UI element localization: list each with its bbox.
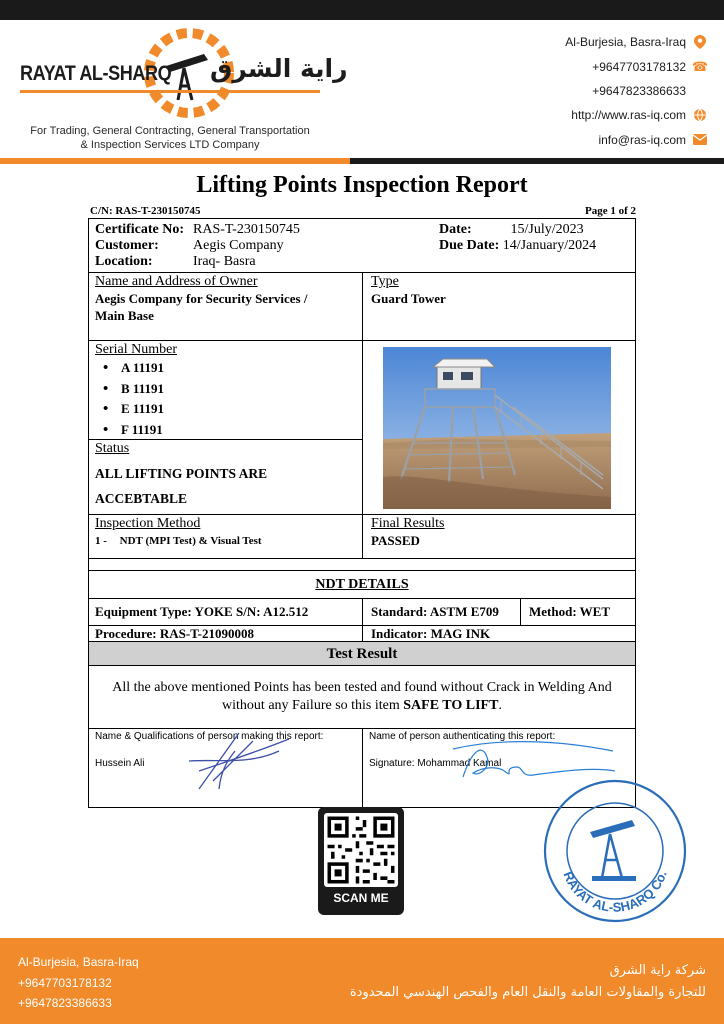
telephone-icon: ☎ bbox=[691, 58, 709, 74]
contact-website[interactable] bbox=[565, 103, 708, 127]
report-table bbox=[88, 218, 636, 808]
company-tagline bbox=[20, 124, 320, 152]
equipment-type: Equipment Type: YOKE S/N: A12.512 bbox=[89, 599, 363, 625]
spacer-row bbox=[89, 559, 635, 571]
footer-contacts bbox=[18, 952, 139, 1014]
contact-list bbox=[565, 30, 708, 152]
serial-block bbox=[89, 341, 362, 439]
owner-label: Name and Address of Owner bbox=[95, 274, 258, 289]
customer-label: Customer: bbox=[95, 238, 159, 253]
serial-status-cell bbox=[89, 341, 363, 514]
company-logo bbox=[20, 26, 348, 116]
contact-phone-2-text[interactable]: +9647823386633 bbox=[592, 83, 686, 98]
owner-value-1: Aegis Company for Security Services / bbox=[95, 291, 308, 306]
svg-text:RAYAT AL-SHARQ Co. bbox=[560, 869, 669, 915]
method: Method: WET bbox=[529, 604, 611, 619]
report-maker-name: Hussein Ali bbox=[95, 758, 145, 769]
maker-signature-icon bbox=[179, 731, 299, 791]
serial-item: • E 11191 bbox=[95, 401, 356, 422]
status-block bbox=[89, 439, 362, 515]
authenticator-label: Name of person authenticating this report: bbox=[369, 731, 556, 742]
page-indicator: Page 1 of 2 bbox=[584, 205, 636, 217]
method-result-row bbox=[89, 515, 635, 559]
test-result-line-1: All the above mentioned Points has been tested and found without Crack in Welding And bbox=[112, 680, 612, 695]
guard-tower-photo bbox=[383, 347, 611, 509]
final-results-value: PASSED bbox=[371, 533, 420, 548]
globe-icon bbox=[692, 108, 708, 122]
method-cell bbox=[89, 515, 363, 558]
final-result-cell bbox=[363, 515, 635, 558]
contact-website-link[interactable]: http://www.ras-iq.com bbox=[571, 108, 686, 123]
test-result-line-2 bbox=[99, 697, 625, 715]
procedure-row bbox=[89, 626, 635, 642]
inspection-method-value: NDT (MPI Test) & Visual Test bbox=[119, 535, 262, 547]
status-label: Status bbox=[95, 441, 130, 456]
serial-list bbox=[95, 360, 356, 442]
header-right bbox=[439, 222, 596, 254]
contact-phone-1[interactable] bbox=[565, 54, 708, 78]
header-left bbox=[95, 222, 300, 270]
header-stripe-dark bbox=[350, 158, 724, 164]
due-date-label: Due Date: bbox=[439, 238, 500, 253]
serial-item: • B 11191 bbox=[95, 381, 356, 402]
logo-underline bbox=[20, 90, 320, 93]
page-footer bbox=[0, 938, 724, 1024]
test-result-heading: Test Result bbox=[89, 642, 635, 666]
type-label: Type bbox=[371, 274, 399, 289]
test-result-line-2a: without any Failure so this item bbox=[222, 698, 404, 713]
report-maker-cell bbox=[89, 729, 363, 807]
footer-address: Al-Burjesia, Basra-Iraq bbox=[18, 955, 139, 969]
type-cell bbox=[363, 273, 635, 340]
contact-email-link[interactable]: info@ras-iq.com bbox=[598, 132, 686, 147]
footer-phone-1[interactable]: +9647703178132 bbox=[18, 975, 112, 990]
footer-phone-2[interactable]: +9647823386633 bbox=[18, 996, 112, 1010]
report-header-info bbox=[89, 219, 635, 273]
control-number: C/N: RAS-T-230150745 bbox=[90, 205, 201, 217]
inspection-method-label: Inspection Method bbox=[95, 516, 201, 531]
qr-code-badge[interactable] bbox=[318, 807, 404, 915]
location-label: Location: bbox=[95, 254, 153, 269]
certificate-label: Certificate No: bbox=[95, 222, 185, 237]
final-results-label: Final Results bbox=[371, 516, 445, 531]
safe-to-lift: SAFE TO LIFT bbox=[403, 698, 499, 713]
owner-type-row bbox=[89, 273, 635, 341]
standard: Standard: ASTM E709 bbox=[363, 599, 521, 625]
tagline-line-1: For Trading, General Contracting, General Transportation bbox=[30, 125, 310, 137]
test-result-line-2c: . bbox=[498, 698, 502, 713]
procedure: Procedure: RAS-T-21090008 bbox=[89, 626, 363, 641]
certificate-value: RAS-T-230150745 bbox=[193, 222, 300, 237]
photo-cell bbox=[363, 341, 635, 514]
test-result-text bbox=[89, 666, 635, 729]
contact-address bbox=[565, 30, 708, 54]
scan-me-caption: SCAN ME bbox=[333, 891, 389, 905]
serial-status-row bbox=[89, 341, 635, 515]
status-line-2: ACCEBTABLE bbox=[95, 491, 188, 506]
owner-cell bbox=[89, 273, 363, 340]
ndt-details-title: NDT DETAILS bbox=[89, 571, 635, 599]
owner-value-2: Main Base bbox=[95, 308, 154, 323]
serial-item: • A 11191 bbox=[95, 360, 356, 381]
report-title: Lifting Points Inspection Report bbox=[196, 172, 528, 198]
contact-address-text: Al-Burjesia, Basra-Iraq bbox=[565, 35, 686, 50]
company-stamp-icon bbox=[540, 776, 690, 926]
status-line-1: ALL LIFTING POINTS ARE bbox=[95, 466, 268, 481]
company-name-ar: راية الشرق bbox=[210, 54, 348, 83]
authenticator-name: Signature: Mohammad Kamal bbox=[369, 758, 502, 769]
footer-ar-line-2: للتجارة والمقاولات العامة والنقل العام والفحص الهندسي المحدودة bbox=[349, 985, 706, 1000]
qr-code-icon bbox=[324, 813, 398, 887]
equipment-row bbox=[89, 599, 635, 626]
contact-email[interactable] bbox=[565, 128, 708, 152]
envelope-icon bbox=[692, 134, 708, 145]
inspection-method-line bbox=[95, 535, 356, 547]
indicator: Indicator: MAG INK bbox=[371, 626, 491, 641]
contact-phone-2[interactable] bbox=[565, 79, 708, 103]
stamp-text: RAYAT AL-SHARQ Co. bbox=[560, 868, 670, 915]
location-value: Iraq- Basra bbox=[193, 254, 256, 269]
due-date-value: 14/January/2024 bbox=[502, 238, 597, 253]
location-pin-icon bbox=[692, 35, 708, 49]
type-value: Guard Tower bbox=[371, 291, 446, 306]
tagline-line-2: & Inspection Services LTD Company bbox=[80, 139, 260, 151]
inspection-method-number: 1 - bbox=[95, 535, 107, 547]
serial-item: • F 11191 bbox=[95, 422, 356, 443]
footer-company-ar bbox=[350, 960, 706, 1004]
header-stripe-orange bbox=[0, 158, 350, 164]
top-bar bbox=[0, 0, 724, 20]
customer-value: Aegis Company bbox=[193, 238, 284, 253]
date-label: Date: bbox=[439, 222, 472, 237]
footer-ar-line-1: شركة راية الشرق bbox=[609, 963, 706, 978]
date-value: 15/July/2023 bbox=[510, 222, 584, 237]
contact-phone-1-text[interactable]: +9647703178132 bbox=[592, 59, 686, 74]
serial-label: Serial Number bbox=[95, 342, 178, 357]
report-maker-label: Name & Qualifications of person making this report: bbox=[95, 731, 324, 742]
company-name-en: RAYAT AL-SHARQ bbox=[20, 62, 172, 85]
qr-code[interactable] bbox=[324, 813, 398, 887]
